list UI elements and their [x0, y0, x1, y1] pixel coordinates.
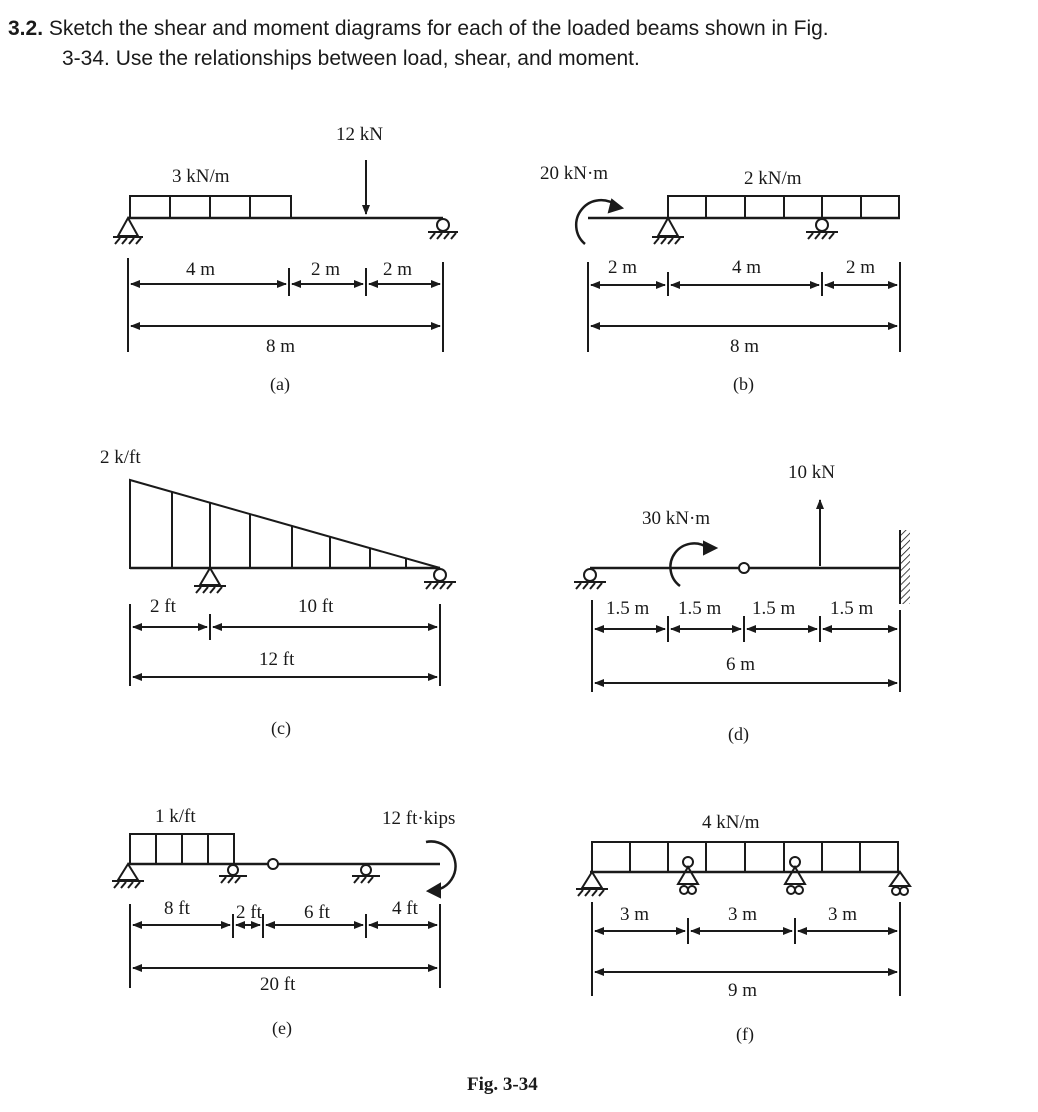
dim-b-3: 2 m: [846, 257, 876, 278]
dim-f-2: 3 m: [728, 904, 758, 925]
dim-c-total: 12 ft: [259, 649, 295, 670]
roller-support-e-1: [228, 865, 238, 875]
caption-b: (b): [733, 374, 754, 394]
dim-c-2: 10 ft: [298, 596, 334, 617]
pin-support-a: [118, 218, 138, 236]
caption-a: (a): [270, 374, 290, 394]
label-e-moment: 12 ft·kips: [382, 808, 456, 829]
dim-f-total: 9 m: [728, 980, 758, 1001]
label-d-point: 10 kN: [788, 462, 835, 483]
pin-support-f: [582, 872, 602, 888]
pin-support-e: [118, 864, 138, 880]
dim-e-total: 20 ft: [260, 974, 296, 995]
dim-a-1: 4 m: [186, 259, 216, 280]
dim-d-total: 6 m: [726, 654, 756, 675]
fixed-wall-d: [900, 530, 910, 604]
label-d-moment: 30 kN·m: [642, 508, 711, 529]
dim-e-2: 2 ft: [236, 902, 262, 923]
dim-b-2: 4 m: [732, 257, 762, 278]
dim-b-1: 2 m: [608, 257, 638, 278]
pin-support-c: [200, 568, 220, 585]
beam-diagram-a: [113, 160, 458, 352]
roller-support-d: [584, 569, 596, 581]
dim-d-4: 1.5 m: [830, 598, 874, 619]
dim-e-3: 6 ft: [304, 902, 330, 923]
dim-d-2: 1.5 m: [678, 598, 722, 619]
dim-e-4: 4 ft: [392, 898, 418, 919]
caption-d: (d): [728, 724, 749, 744]
problem-line-2: 3-34. Use the relationships between load, shear, and moment.: [62, 47, 640, 70]
dim-f-1: 3 m: [620, 904, 650, 925]
dim-b-total: 8 m: [730, 336, 760, 357]
internal-hinge-e: [268, 859, 278, 869]
moment-arrow-d: [670, 543, 708, 586]
dim-a-2: 2 m: [311, 259, 341, 280]
roller-support-c: [434, 569, 446, 581]
label-f-dist: 4 kN/m: [702, 812, 760, 833]
caption-e: (e): [272, 1018, 292, 1038]
label-c-dist: 2 k/ft: [100, 447, 141, 468]
dim-e-1: 8 ft: [164, 898, 190, 919]
roller-support-f: [890, 872, 910, 886]
caption-c: (c): [271, 718, 291, 738]
label-b-moment: 20 kN·m: [540, 163, 609, 184]
label-b-dist: 2 kN/m: [744, 168, 802, 189]
dim-d-3: 1.5 m: [752, 598, 796, 619]
dim-c-1: 2 ft: [150, 596, 176, 617]
roller-support-a: [437, 219, 449, 231]
dim-a-total: 8 m: [266, 336, 296, 357]
caption-f: (f): [736, 1024, 754, 1044]
label-e-dist: 1 k/ft: [155, 806, 196, 827]
internal-hinge-d: [739, 563, 749, 573]
dim-d-1: 1.5 m: [606, 598, 650, 619]
pin-support-b: [658, 218, 678, 236]
figure-caption: Fig. 3-34: [467, 1074, 538, 1095]
triangular-load-c: [130, 480, 440, 568]
roller-support-e-2: [361, 865, 371, 875]
dim-a-3: 2 m: [383, 259, 413, 280]
roller-support-b: [816, 219, 828, 231]
problem-line-1: Sketch the shear and moment diagrams for each of the loaded beams shown in Fig.: [48, 17, 829, 40]
label-a-dist: 3 kN/m: [172, 166, 230, 187]
label-a-point: 12 kN: [336, 124, 383, 145]
dim-f-3: 3 m: [828, 904, 858, 925]
problem-number: 3.2.: [8, 17, 44, 40]
